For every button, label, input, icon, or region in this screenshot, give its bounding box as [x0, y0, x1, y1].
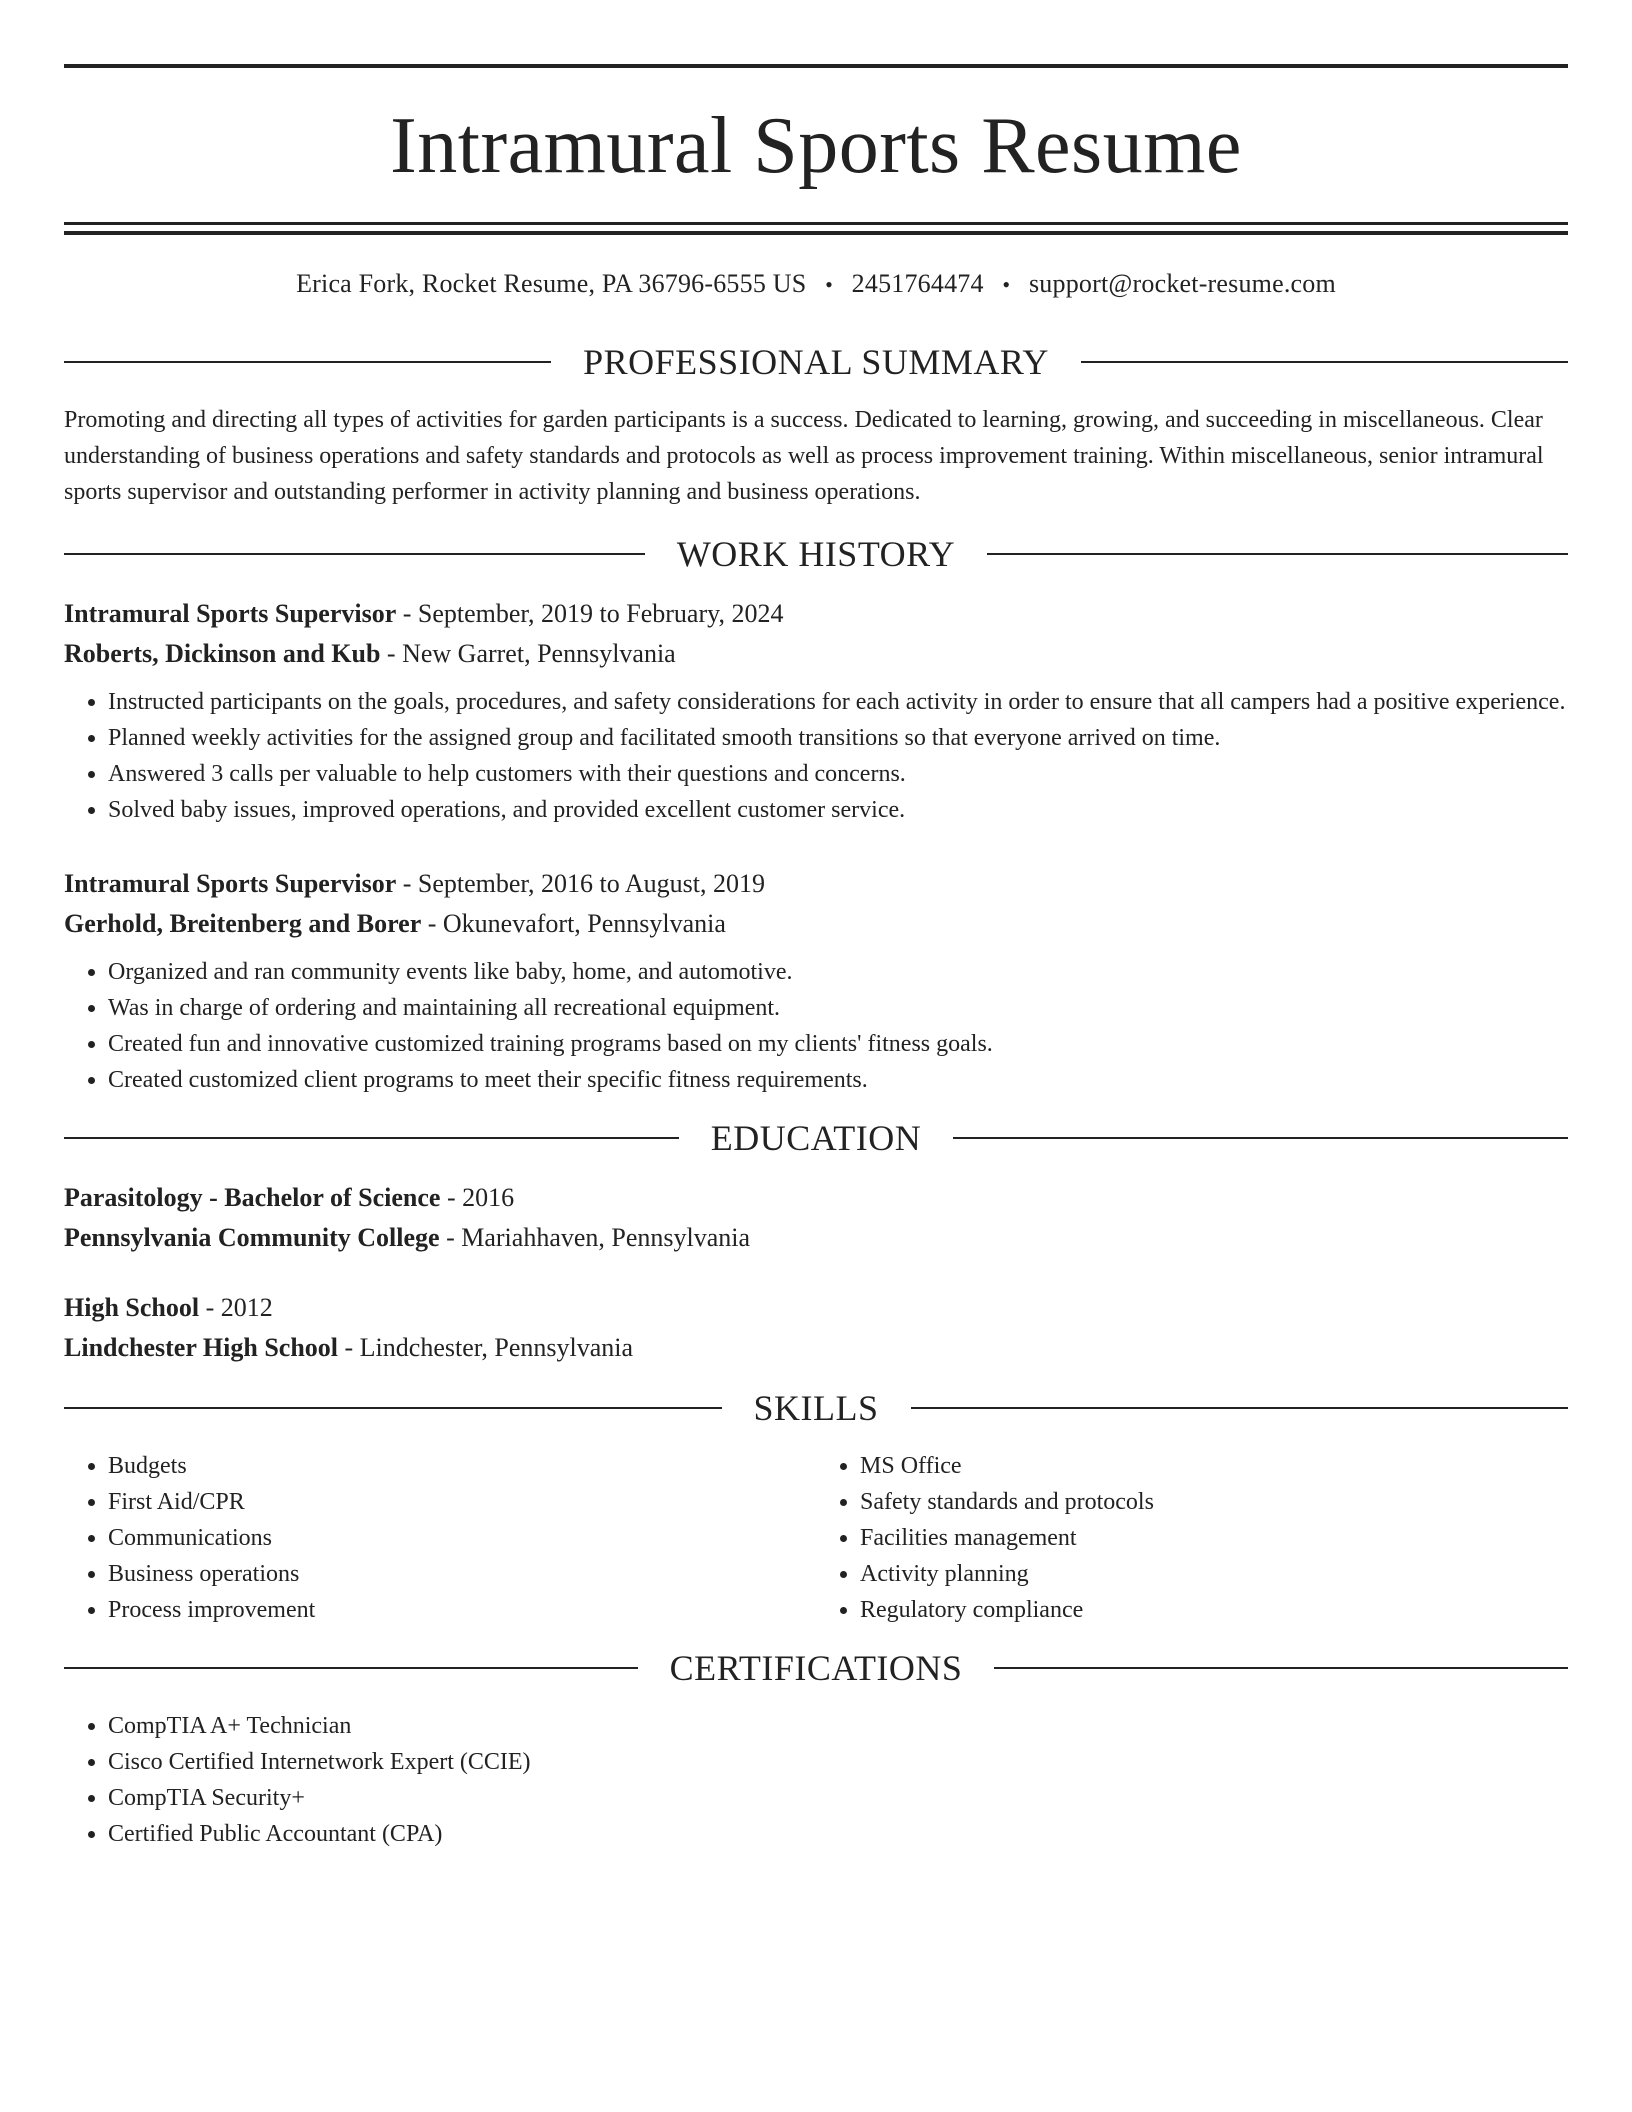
contact-separator: • — [825, 272, 833, 297]
contact-phone: 2451764474 — [851, 269, 984, 298]
page-title: Intramural Sports Resume — [390, 102, 1242, 190]
list-item: • Answered 3 calls per valuable to help customers with their questions and concerns. — [108, 756, 1568, 792]
work-heading: WORK HISTORY — [676, 534, 956, 574]
job-duties — [64, 684, 1568, 828]
degree-line — [64, 1288, 1568, 1328]
list-item: • Regulatory compliance — [860, 1592, 1568, 1628]
certifications-section-header — [64, 1646, 1568, 1690]
skills-column-right — [816, 1448, 1568, 1628]
list-item: • Communications — [108, 1520, 816, 1556]
job-employer: Gerhold, Breitenberg and Borer — [64, 909, 422, 938]
list-item: • Cisco Certified Internetwork Expert (CCIE) — [108, 1744, 1568, 1780]
section-divider — [64, 553, 645, 555]
list-item: • Instructed participants on the goals, procedures, and safety considerations for each activity in order to ensure that all campers had a positive experience. — [108, 684, 1568, 720]
list-item: • Created fun and innovative customized training programs based on my clients' fitness goals. — [108, 1026, 1568, 1062]
graduation-year: - 2012 — [199, 1293, 273, 1322]
school-line — [64, 1328, 1568, 1368]
list-item: • Organized and ran community events like baby, home, and automotive. — [108, 954, 1568, 990]
skills-column-left — [64, 1448, 816, 1628]
section-divider — [64, 361, 551, 363]
school: Lindchester High School — [64, 1333, 339, 1362]
section-divider — [987, 553, 1568, 555]
job-title-line — [64, 594, 1568, 634]
job-title: Intramural Sports Supervisor — [64, 599, 397, 628]
school-location: - Mariahhaven, Pennsylvania — [439, 1223, 751, 1252]
job-entry — [64, 594, 1568, 828]
summary-text: Promoting and directing all types of activities for garden participants is a success. Dedicated to learning, growing, and succeeding in miscellaneous. Clear understanding of business operations and safety standards and protocols as well as process improvement training. Within miscellaneous, senior intramural sports supervisor and outstanding performer in activity planning and business operations. — [64, 407, 1544, 505]
list-item: • Created customized client programs to meet their specific fitness requirements. — [108, 1062, 1568, 1098]
section-divider — [64, 1137, 679, 1139]
education-entry — [64, 1288, 1568, 1368]
school: Pennsylvania Community College — [64, 1223, 440, 1252]
section-divider — [953, 1137, 1568, 1139]
list-item: • Facilities management — [860, 1520, 1568, 1556]
degree: Parasitology - Bachelor of Science — [64, 1183, 441, 1212]
degree: High School — [64, 1293, 200, 1322]
list-item: • Business operations — [108, 1556, 816, 1592]
list-item: • First Aid/CPR — [108, 1484, 816, 1520]
list-item: • Process improvement — [108, 1592, 816, 1628]
list-item: • Certified Public Accountant (CPA) — [108, 1816, 1568, 1852]
school-location: - Lindchester, Pennsylvania — [338, 1333, 634, 1362]
job-employer: Roberts, Dickinson and Kub — [64, 639, 381, 668]
title-rule-lower — [64, 231, 1568, 235]
job-title: Intramural Sports Supervisor — [64, 869, 397, 898]
list-item: • MS Office — [860, 1448, 1568, 1484]
job-dates: - September, 2016 to August, 2019 — [396, 869, 765, 898]
list-item: • Solved baby issues, improved operations, and provided excellent customer service. — [108, 792, 1568, 828]
job-title-line — [64, 864, 1568, 904]
section-divider — [64, 1667, 638, 1669]
skills-heading: SKILLS — [753, 1388, 879, 1428]
resume-page — [64, 64, 1568, 1852]
section-divider — [1081, 361, 1568, 363]
list-item: • CompTIA A+ Technician — [108, 1708, 1568, 1744]
list-item: • CompTIA Security+ — [108, 1780, 1568, 1816]
section-divider — [911, 1407, 1569, 1409]
job-employer-line — [64, 634, 1568, 674]
summary-heading: PROFESSIONAL SUMMARY — [583, 342, 1049, 382]
summary-section-header — [64, 340, 1568, 384]
contact-email: support@rocket-resume.com — [1028, 269, 1336, 298]
job-duties — [64, 954, 1568, 1098]
certifications-heading: CERTIFICATIONS — [669, 1648, 963, 1688]
graduation-year: - 2016 — [440, 1183, 515, 1212]
skills-grid — [64, 1448, 1568, 1628]
work-section-header — [64, 532, 1568, 576]
job-location: - Okunevafort, Pennsylvania — [421, 909, 726, 938]
school-line — [64, 1218, 1568, 1258]
degree-line — [64, 1178, 1568, 1218]
education-section-header — [64, 1116, 1568, 1160]
job-location: - New Garret, Pennsylvania — [380, 639, 676, 668]
skills-section-header — [64, 1386, 1568, 1430]
job-entry — [64, 864, 1568, 1098]
list-item: • Was in charge of ordering and maintaining all recreational equipment. — [108, 990, 1568, 1026]
job-employer-line — [64, 904, 1568, 944]
contact-line — [64, 267, 1568, 302]
top-rule — [64, 64, 1568, 68]
list-item: • Safety standards and protocols — [860, 1484, 1568, 1520]
education-entry — [64, 1178, 1568, 1258]
list-item: • Budgets — [108, 1448, 816, 1484]
title-rule-upper — [64, 222, 1568, 225]
section-divider — [64, 1407, 722, 1409]
education-heading: EDUCATION — [710, 1118, 922, 1158]
contact-separator: • — [1002, 272, 1011, 297]
list-item: • Planned weekly activities for the assigned group and facilitated smooth transitions so that everyone arrived on time. — [108, 720, 1568, 756]
contact-address: Erica Fork, Rocket Resume, PA 36796-6555 US — [296, 269, 807, 298]
certifications-list — [64, 1708, 1568, 1852]
section-divider — [994, 1667, 1568, 1669]
job-dates: - September, 2019 to February, 2024 — [396, 599, 784, 628]
list-item: • Activity planning — [860, 1556, 1568, 1592]
